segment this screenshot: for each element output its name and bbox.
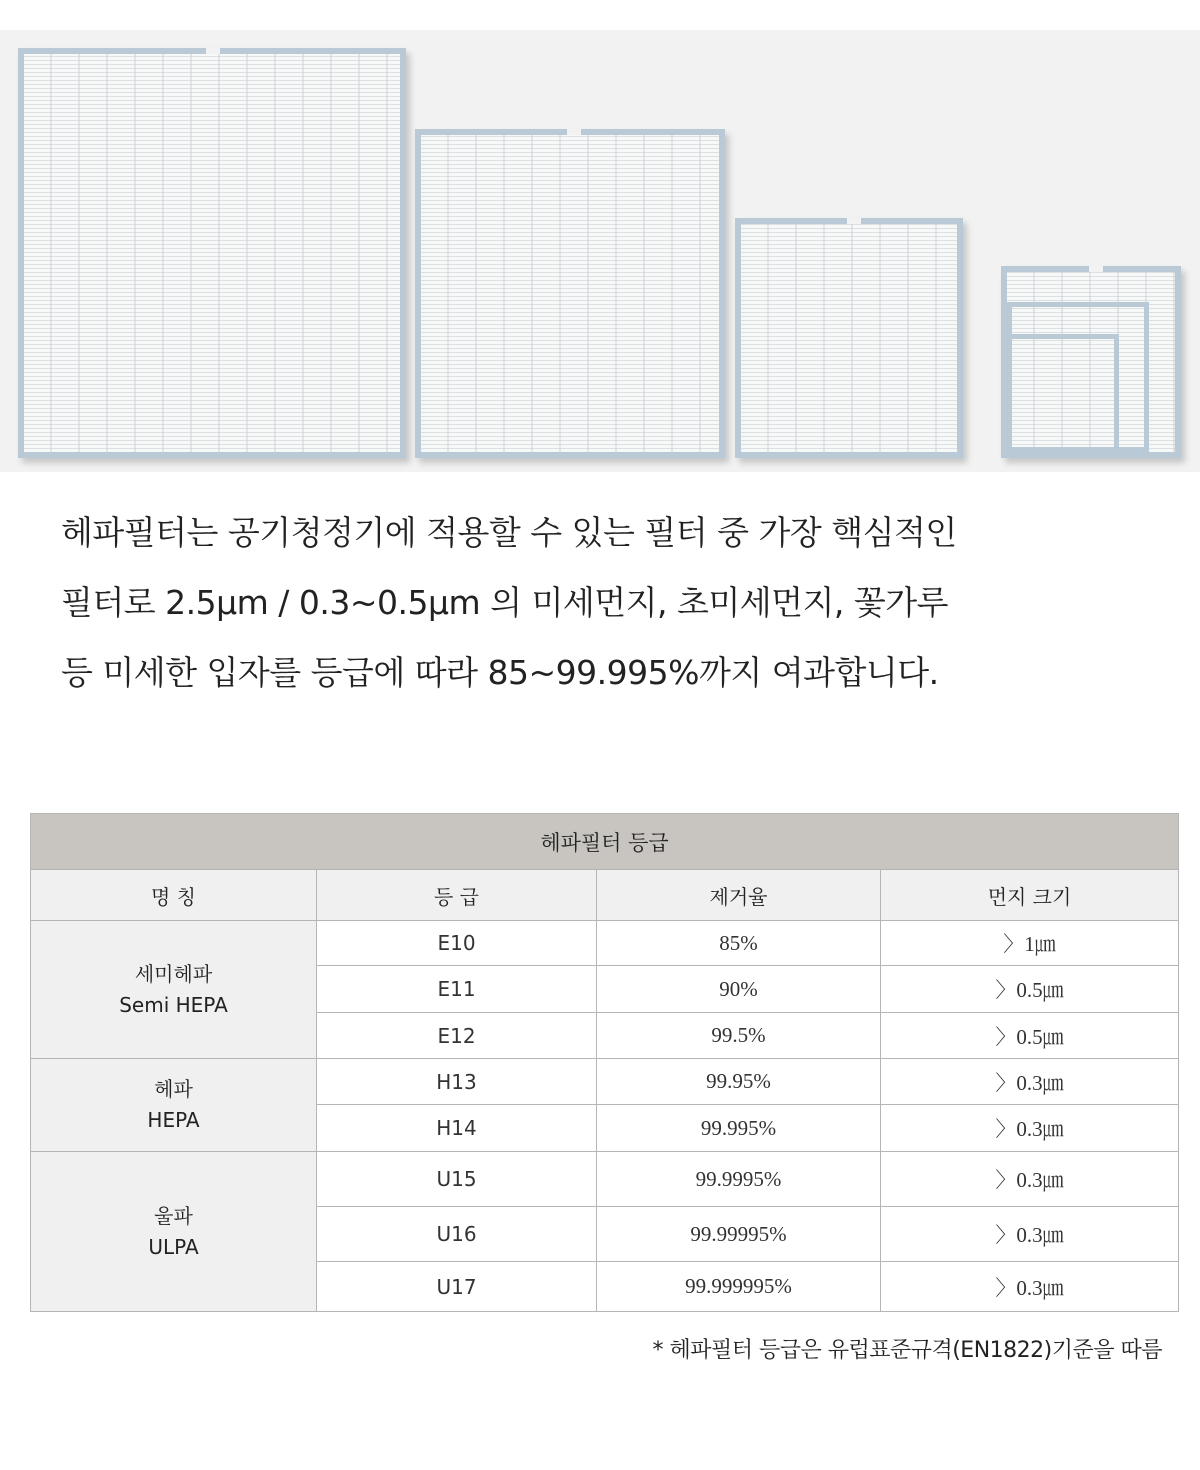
header-removal-rate: 제거율 <box>597 870 881 921</box>
group-name-en: Semi HEPA <box>119 992 228 1017</box>
hepa-grade-table <box>30 813 1179 1312</box>
grade-cell: U15 <box>317 1152 597 1207</box>
grade-cell: E12 <box>317 1013 597 1059</box>
description-text <box>61 498 1161 708</box>
group-name-en: HEPA <box>147 1108 200 1132</box>
table-row <box>31 1059 1179 1105</box>
filter-stacked <box>1001 266 1181 458</box>
header-dust-size: 먼지 크기 <box>881 870 1179 921</box>
size-cell: 〉0.3㎛ <box>881 1207 1179 1262</box>
rate-cell: 99.99995% <box>597 1207 881 1262</box>
size-cell: 〉0.5㎛ <box>881 966 1179 1013</box>
hepa-filter-photo <box>0 30 1200 472</box>
table-row <box>31 1152 1179 1207</box>
footnote: * 헤파필터 등급은 유럽표준규격(EN1822)기준을 따름 <box>652 1338 1162 1363</box>
table-title: 헤파필터 등급 <box>31 814 1179 870</box>
group-name-ko: 울파 <box>154 1203 193 1228</box>
group-name-semi-hepa <box>31 921 317 1059</box>
size-cell: 〉0.5㎛ <box>881 1013 1179 1059</box>
rate-cell: 90% <box>597 966 881 1013</box>
size-cell: 〉0.3㎛ <box>881 1152 1179 1207</box>
rate-cell: 99.95% <box>597 1059 881 1105</box>
description-line: 필터로 2.5μm / 0.3~0.5μm 의 미세먼지, 초미세먼지, 꽃가루 <box>61 583 948 622</box>
rate-cell: 85% <box>597 921 881 966</box>
rate-cell: 99.999995% <box>597 1262 881 1312</box>
description-line: 등 미세한 입자를 등급에 따라 85~99.995%까지 여과합니다. <box>61 653 939 692</box>
filter-medium <box>415 129 725 458</box>
grade-cell: H14 <box>317 1105 597 1152</box>
grade-cell: E11 <box>317 966 597 1013</box>
grade-cell: E10 <box>317 921 597 966</box>
size-cell: 〉1㎛ <box>881 921 1179 966</box>
rate-cell: 99.9995% <box>597 1152 881 1207</box>
filter-large <box>18 48 406 458</box>
header-name: 명 칭 <box>31 870 317 921</box>
filter-small <box>735 218 963 458</box>
group-name-en: ULPA <box>148 1234 199 1259</box>
grade-cell: U16 <box>317 1207 597 1262</box>
size-cell: 〉0.3㎛ <box>881 1059 1179 1105</box>
size-cell: 〉0.3㎛ <box>881 1262 1179 1312</box>
group-name-ko: 헤파 <box>154 1077 193 1101</box>
size-cell: 〉0.3㎛ <box>881 1105 1179 1152</box>
table-row <box>31 921 1179 966</box>
description-line: 헤파필터는 공기청정기에 적용할 수 있는 필터 중 가장 핵심적인 <box>61 513 957 552</box>
group-name-ko: 세미헤파 <box>134 961 213 986</box>
rate-cell: 99.5% <box>597 1013 881 1059</box>
group-name-hepa <box>31 1059 317 1152</box>
grade-cell: H13 <box>317 1059 597 1105</box>
group-name-ulpa <box>31 1152 317 1312</box>
grade-cell: U17 <box>317 1262 597 1312</box>
rate-cell: 99.995% <box>597 1105 881 1152</box>
header-grade: 등 급 <box>317 870 597 921</box>
